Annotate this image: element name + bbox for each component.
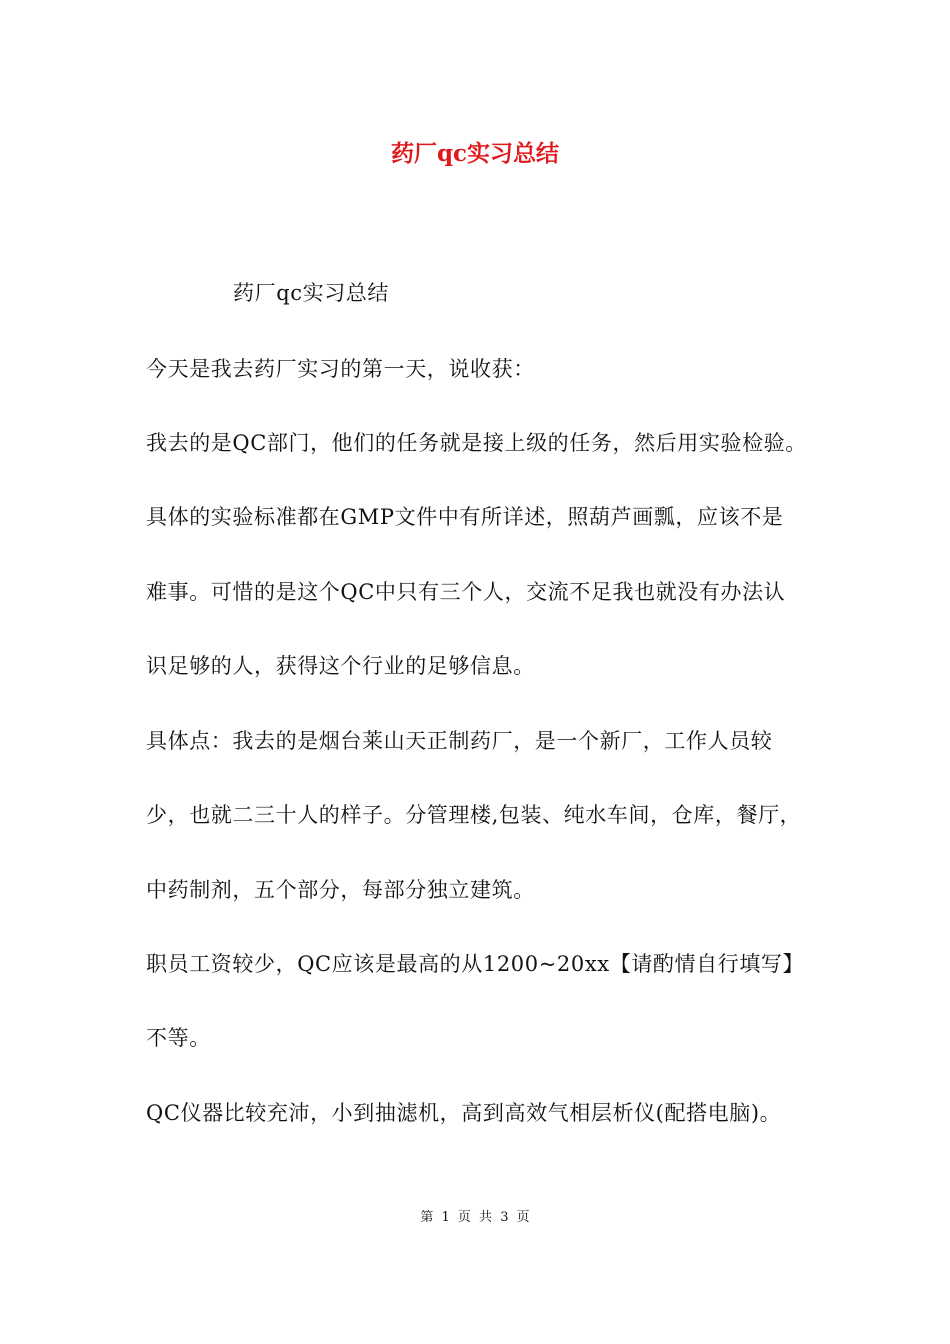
paragraph-line: 职员工资较少，QC应该是最高的从1200~20xx【请酌情自行填写】 (146, 952, 805, 976)
paragraph-line: 难事。可惜的是这个QC中只有三个人，交流不足我也就没有办法认 (146, 580, 786, 604)
paragraph-line: 少，也就二三十人的样子。分管理楼,包装、纯水车间，仓库，餐厅， (146, 803, 802, 827)
paragraph-line: 中药制剂，五个部分，每部分独立建筑。 (146, 878, 535, 902)
paragraph-line: 我去的是QC部门，他们的任务就是接上级的任务，然后用实验检验。 (146, 431, 807, 455)
paragraph-line: 识足够的人，获得这个行业的足够信息。 (146, 654, 535, 678)
paragraph-line: 具体点：我去的是烟台莱山天正制药厂，是一个新厂，工作人员较 (146, 729, 773, 753)
paragraph-line: 今天是我去药厂实习的第一天，说收获： (146, 357, 535, 381)
page-number: 第 1 页 共 3 页 (420, 1210, 530, 1225)
document-subtitle: 药厂qc实习总结 (233, 281, 390, 305)
paragraph-line: 具体的实验标准都在GMP文件中有所详述，照葫芦画瓢，应该不是 (146, 505, 784, 529)
paragraph-line: QC仪器比较充沛，小到抽滤机，高到高效气相层析仪(配搭电脑)。 (146, 1101, 782, 1125)
document-title: 药厂qc实习总结 (390, 140, 560, 167)
paragraph-line: 不等。 (146, 1026, 211, 1050)
